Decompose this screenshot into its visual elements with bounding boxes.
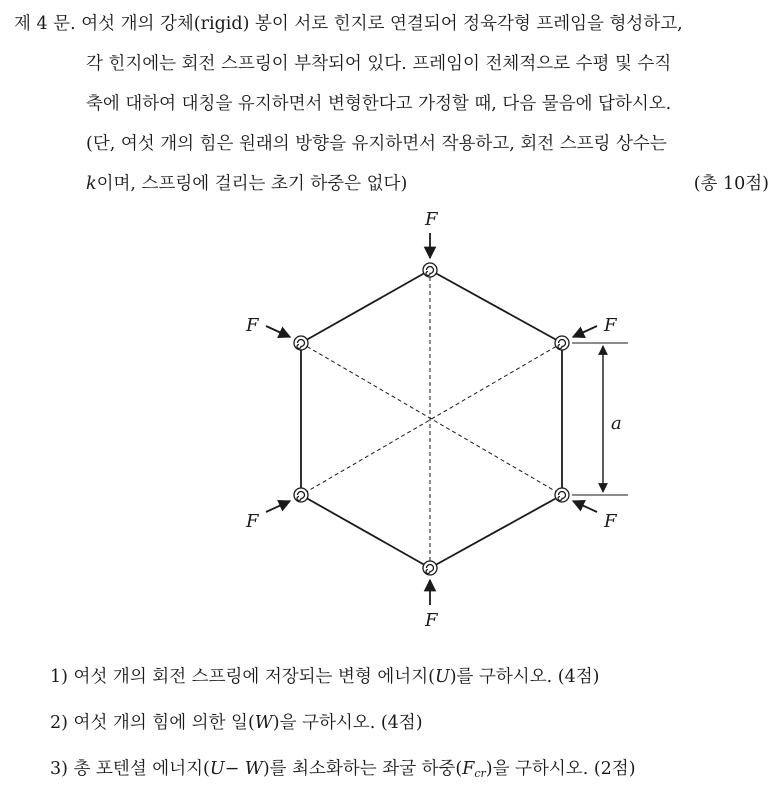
question-3-var2-sub: cr xyxy=(474,767,486,780)
spring-hinges xyxy=(294,263,569,575)
spring-icon xyxy=(423,561,437,575)
question-3-pre: 총 포텐셜 에너지( xyxy=(73,759,210,779)
problem-line-2: 각 힌지에는 회전 스프링이 부착되어 있다. 프레임이 전체적으로 수평 및 수직 xyxy=(86,54,672,74)
question-3-var: U− W xyxy=(209,759,263,779)
total-points: (총 10점) xyxy=(693,174,769,194)
question-2-pre: 여섯 개의 힘에 의한 일( xyxy=(73,713,255,733)
question-3-post2: )을 구하시오. (2점) xyxy=(485,759,636,779)
question-2-number: 2) xyxy=(50,713,68,733)
question-1 xyxy=(50,665,599,689)
bar-top-right xyxy=(430,270,562,343)
force-arrow-upper-right xyxy=(573,326,597,337)
spring-icon xyxy=(555,488,569,502)
force-arrow-upper-left xyxy=(266,326,290,337)
spring-constant-var: k xyxy=(86,174,97,194)
problem-line-4: (단, 여섯 개의 힘은 원래의 방향을 유지하면서 작용하고, 회전 스프링 상수는 xyxy=(86,134,667,154)
dimension-label: a xyxy=(611,413,622,434)
force-arrow-lower-left xyxy=(266,501,290,512)
rigid-bars xyxy=(301,270,562,568)
problem-number: 제 4 문. xyxy=(14,14,76,34)
force-arrow-lower-right xyxy=(573,501,597,512)
spring-icon xyxy=(555,336,569,350)
force-arrows xyxy=(266,233,597,605)
bar-bottom-right xyxy=(430,495,562,568)
question-3 xyxy=(50,757,636,786)
question-2-var: W xyxy=(254,713,273,733)
force-label-bottom: F xyxy=(425,610,438,631)
question-3-mid: )를 최소화하는 좌굴 하중( xyxy=(262,759,463,779)
question-3-number: 3) xyxy=(50,759,68,779)
force-label-upper-left: F xyxy=(246,315,259,336)
problem-line-3: 축에 대하여 대칭을 유지하면서 변형한다고 가정할 때, 다음 물음에 답하시오. xyxy=(86,94,672,114)
question-1-number: 1) xyxy=(50,667,68,687)
force-label-lower-left: F xyxy=(246,511,259,532)
bar-top-left xyxy=(301,270,430,343)
question-3-var2: F xyxy=(462,759,475,779)
question-1-post: )를 구하시오. (4점) xyxy=(449,667,600,687)
spring-icon xyxy=(294,336,308,350)
problem-text-1: 여섯 개의 강체(rigid) 봉이 서로 힌지로 연결되어 정육각형 프레임을 형성하고, xyxy=(81,14,683,34)
spring-icon xyxy=(294,488,308,502)
force-label-top: F xyxy=(425,209,438,230)
question-2 xyxy=(50,711,423,735)
problem-text-5: 이며, 스프링에 걸리는 초기 하중은 없다) xyxy=(96,174,408,194)
spring-icon xyxy=(423,263,437,277)
dashed-diagonals xyxy=(301,270,562,568)
bar-bottom-left xyxy=(301,495,430,568)
question-1-pre: 여섯 개의 회전 스프링에 저장되는 변형 에너지( xyxy=(73,667,435,687)
question-2-post: )을 구하시오. (4점) xyxy=(272,713,423,733)
force-label-upper-right: F xyxy=(604,315,617,336)
force-label-lower-right: F xyxy=(604,511,617,532)
question-1-var: U xyxy=(434,667,450,687)
